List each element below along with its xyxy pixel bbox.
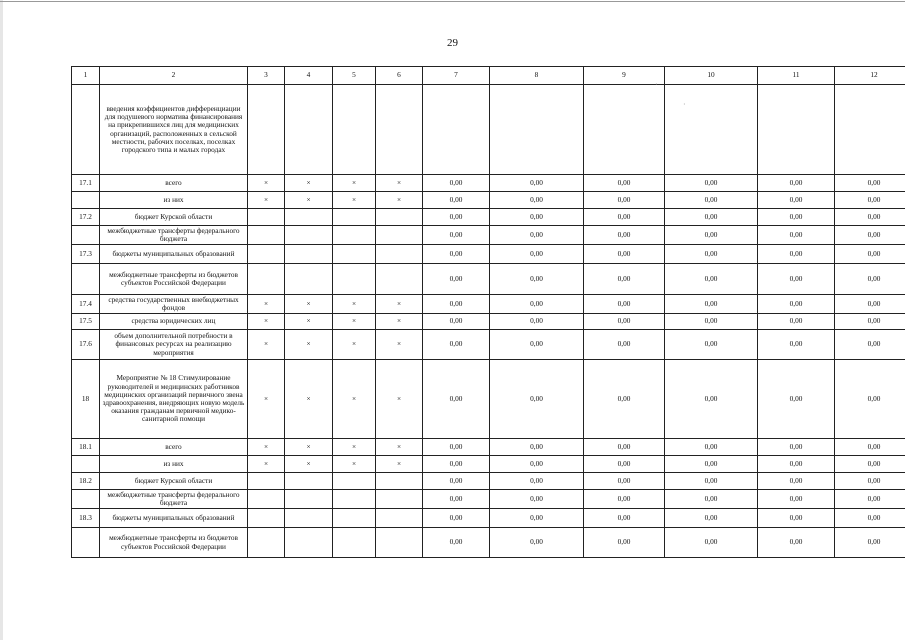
cell-col-6 — [376, 209, 423, 226]
cell-col-6: × — [376, 192, 423, 209]
cell-col-6: × — [376, 295, 423, 314]
table-row — [72, 245, 905, 264]
cell-col-4: × — [285, 295, 333, 314]
cell-col-11: 0,00 — [758, 264, 835, 295]
cell-col-9: 0,00 — [584, 295, 665, 314]
cell-col-5: × — [333, 330, 376, 360]
cell-col-3 — [248, 245, 285, 264]
cell-col-10 — [665, 85, 758, 175]
column-header-10: 10 — [665, 67, 758, 85]
cell-col-3: × — [248, 175, 285, 192]
column-header-6: 6 — [376, 67, 423, 85]
cell-col-5 — [333, 226, 376, 245]
column-header-3: 3 — [248, 67, 285, 85]
row-label: бюджеты муниципальных образований — [100, 509, 248, 528]
scan-top-edge — [0, 1, 905, 2]
table-row — [72, 509, 905, 528]
cell-col-11: 0,00 — [758, 528, 835, 558]
cell-col-10: 0,00 — [665, 360, 758, 439]
column-header-1: 1 — [72, 67, 100, 85]
table-row — [72, 456, 905, 473]
cell-col-5 — [333, 490, 376, 509]
cell-col-9: 0,00 — [584, 175, 665, 192]
cell-col-4: × — [285, 175, 333, 192]
cell-col-10: 0,00 — [665, 226, 758, 245]
cell-col-12: 0,00 — [835, 314, 905, 330]
cell-col-7: 0,00 — [423, 456, 490, 473]
cell-col-4 — [285, 490, 333, 509]
cell-col-3 — [248, 509, 285, 528]
cell-col-7: 0,00 — [423, 295, 490, 314]
cell-col-10: 0,00 — [665, 490, 758, 509]
cell-col-10: 0,00 — [665, 314, 758, 330]
row-number — [72, 226, 100, 245]
cell-col-7: 0,00 — [423, 528, 490, 558]
cell-col-10: 0,00 — [665, 245, 758, 264]
table-row — [72, 439, 905, 456]
cell-col-4 — [285, 209, 333, 226]
column-header-2: 2 — [100, 67, 248, 85]
cell-col-8: 0,00 — [490, 192, 584, 209]
row-number: 17.5 — [72, 314, 100, 330]
cell-col-5 — [333, 264, 376, 295]
cell-col-7: 0,00 — [423, 439, 490, 456]
cell-col-4: × — [285, 456, 333, 473]
cell-col-3: × — [248, 314, 285, 330]
cell-col-9: 0,00 — [584, 245, 665, 264]
column-header-7: 7 — [423, 67, 490, 85]
cell-col-11: 0,00 — [758, 175, 835, 192]
cell-col-12: 0,00 — [835, 439, 905, 456]
cell-col-12: 0,00 — [835, 264, 905, 295]
cell-col-6 — [376, 264, 423, 295]
cell-col-11: 0,00 — [758, 226, 835, 245]
cell-col-10: 0,00 — [665, 192, 758, 209]
row-number — [72, 264, 100, 295]
row-number: 17.2 — [72, 209, 100, 226]
column-header-9: 9 — [584, 67, 665, 85]
cell-col-8: 0,00 — [490, 490, 584, 509]
cell-col-5: × — [333, 175, 376, 192]
cell-col-9: 0,00 — [584, 528, 665, 558]
cell-col-10: 0,00 — [665, 439, 758, 456]
cell-col-3: × — [248, 330, 285, 360]
cell-col-11 — [758, 85, 835, 175]
table-row — [72, 264, 905, 295]
column-header-4: 4 — [285, 67, 333, 85]
cell-col-6: × — [376, 360, 423, 439]
table-row — [72, 490, 905, 509]
cell-col-10: 0,00 — [665, 473, 758, 490]
cell-col-7: 0,00 — [423, 226, 490, 245]
cell-col-10: 0,00 — [665, 295, 758, 314]
cell-col-6: × — [376, 456, 423, 473]
table-row — [72, 209, 905, 226]
cell-col-12: 0,00 — [835, 473, 905, 490]
row-label: межбюджетные трансферты из бюджетов субъектов Российской Федерации — [100, 264, 248, 295]
cell-col-12: 0,00 — [835, 360, 905, 439]
row-label: введения коэффициентов дифференциации для подушевого норматива финансирования на прикрепившихся лиц для медицинских организаций, расположенных в сельской местности, рабочих поселках, поселках городского типа и малых городах — [100, 85, 248, 175]
cell-col-12 — [835, 85, 905, 175]
cell-col-6: × — [376, 175, 423, 192]
cell-col-7: 0,00 — [423, 473, 490, 490]
column-header-5: 5 — [333, 67, 376, 85]
cell-col-11: 0,00 — [758, 473, 835, 490]
table-row — [72, 473, 905, 490]
cell-col-8 — [490, 85, 584, 175]
row-label: объем дополнительной потребности в финансовых ресурсах на реализацию мероприятия — [100, 330, 248, 360]
cell-col-4 — [285, 473, 333, 490]
cell-col-11: 0,00 — [758, 314, 835, 330]
cell-col-6 — [376, 490, 423, 509]
cell-col-10: 0,00 — [665, 528, 758, 558]
scan-speck: · — [683, 100, 686, 109]
cell-col-7: 0,00 — [423, 314, 490, 330]
cell-col-3 — [248, 85, 285, 175]
cell-col-6 — [376, 528, 423, 558]
cell-col-9: 0,00 — [584, 209, 665, 226]
cell-col-3: × — [248, 456, 285, 473]
cell-col-7: 0,00 — [423, 509, 490, 528]
cell-col-5 — [333, 473, 376, 490]
table-body — [72, 85, 905, 558]
row-label: средства юридических лиц — [100, 314, 248, 330]
cell-col-6 — [376, 509, 423, 528]
cell-col-10: 0,00 — [665, 509, 758, 528]
cell-col-6: × — [376, 439, 423, 456]
cell-col-9: 0,00 — [584, 456, 665, 473]
cell-col-12: 0,00 — [835, 509, 905, 528]
cell-col-4 — [285, 245, 333, 264]
cell-col-11: 0,00 — [758, 192, 835, 209]
table-row — [72, 85, 905, 175]
cell-col-5: × — [333, 314, 376, 330]
row-label: бюджеты муниципальных образований — [100, 245, 248, 264]
cell-col-6: × — [376, 330, 423, 360]
row-number — [72, 528, 100, 558]
row-number: 18 — [72, 360, 100, 439]
table-row — [72, 360, 905, 439]
table-row — [72, 226, 905, 245]
header-row — [72, 67, 905, 85]
cell-col-12: 0,00 — [835, 295, 905, 314]
row-label: всего — [100, 439, 248, 456]
cell-col-12: 0,00 — [835, 456, 905, 473]
cell-col-6 — [376, 85, 423, 175]
cell-col-10: 0,00 — [665, 456, 758, 473]
cell-col-9: 0,00 — [584, 509, 665, 528]
cell-col-11: 0,00 — [758, 209, 835, 226]
data-table — [71, 66, 905, 558]
cell-col-10: 0,00 — [665, 330, 758, 360]
cell-col-5 — [333, 209, 376, 226]
cell-col-4 — [285, 226, 333, 245]
cell-col-8: 0,00 — [490, 456, 584, 473]
cell-col-10: 0,00 — [665, 264, 758, 295]
cell-col-11: 0,00 — [758, 490, 835, 509]
cell-col-12: 0,00 — [835, 330, 905, 360]
cell-col-9: 0,00 — [584, 490, 665, 509]
cell-col-12: 0,00 — [835, 175, 905, 192]
cell-col-12: 0,00 — [835, 490, 905, 509]
cell-col-4: × — [285, 360, 333, 439]
column-header-8: 8 — [490, 67, 584, 85]
cell-col-11: 0,00 — [758, 509, 835, 528]
cell-col-4: × — [285, 439, 333, 456]
cell-col-9: 0,00 — [584, 192, 665, 209]
cell-col-5: × — [333, 192, 376, 209]
cell-col-11: 0,00 — [758, 360, 835, 439]
cell-col-3: × — [248, 295, 285, 314]
cell-col-4: × — [285, 192, 333, 209]
cell-col-11: 0,00 — [758, 330, 835, 360]
table-row — [72, 314, 905, 330]
row-number — [72, 192, 100, 209]
cell-col-7: 0,00 — [423, 245, 490, 264]
cell-col-9: 0,00 — [584, 439, 665, 456]
cell-col-7: 0,00 — [423, 360, 490, 439]
cell-col-8: 0,00 — [490, 264, 584, 295]
scan-edge-shadow — [0, 0, 3, 640]
row-label: бюджет Курской области — [100, 209, 248, 226]
cell-col-9: 0,00 — [584, 264, 665, 295]
row-label: средства государственных внебюджетных фондов — [100, 295, 248, 314]
table-row — [72, 528, 905, 558]
cell-col-4 — [285, 264, 333, 295]
cell-col-4: × — [285, 314, 333, 330]
row-number — [72, 85, 100, 175]
cell-col-3: × — [248, 360, 285, 439]
cell-col-12: 0,00 — [835, 528, 905, 558]
cell-col-8: 0,00 — [490, 528, 584, 558]
cell-col-6 — [376, 226, 423, 245]
table-row — [72, 330, 905, 360]
cell-col-10: 0,00 — [665, 175, 758, 192]
column-header-12: 12 — [835, 67, 905, 85]
cell-col-6: × — [376, 314, 423, 330]
cell-col-12: 0,00 — [835, 192, 905, 209]
cell-col-11: 0,00 — [758, 439, 835, 456]
cell-col-3: × — [248, 439, 285, 456]
row-number: 17.6 — [72, 330, 100, 360]
page-number: 29 — [447, 37, 458, 49]
cell-col-4: × — [285, 330, 333, 360]
cell-col-5 — [333, 509, 376, 528]
cell-col-7: 0,00 — [423, 175, 490, 192]
table-row — [72, 192, 905, 209]
cell-col-4 — [285, 528, 333, 558]
row-label: межбюджетные трансферты из бюджетов субъектов Российской Федерации — [100, 528, 248, 558]
cell-col-5: × — [333, 295, 376, 314]
cell-col-7: 0,00 — [423, 330, 490, 360]
cell-col-3 — [248, 226, 285, 245]
cell-col-4 — [285, 85, 333, 175]
cell-col-4 — [285, 509, 333, 528]
cell-col-3 — [248, 209, 285, 226]
row-number: 17.1 — [72, 175, 100, 192]
cell-col-7: 0,00 — [423, 192, 490, 209]
cell-col-11: 0,00 — [758, 245, 835, 264]
cell-col-3: × — [248, 192, 285, 209]
cell-col-5: × — [333, 360, 376, 439]
cell-col-7: 0,00 — [423, 209, 490, 226]
cell-col-5 — [333, 85, 376, 175]
row-number — [72, 456, 100, 473]
cell-col-8: 0,00 — [490, 360, 584, 439]
cell-col-3 — [248, 264, 285, 295]
cell-col-8: 0,00 — [490, 226, 584, 245]
cell-col-6 — [376, 473, 423, 490]
row-number: 17.3 — [72, 245, 100, 264]
cell-col-8: 0,00 — [490, 295, 584, 314]
row-number: 18.2 — [72, 473, 100, 490]
cell-col-8: 0,00 — [490, 245, 584, 264]
row-label: Мероприятие № 18 Стимулирование руководителей и медицинских работников медицинских организаций первичного звена здравоохранения, внедряющих новую модель оказания гражданам первичной медико-санитарной помощи — [100, 360, 248, 439]
table-row — [72, 295, 905, 314]
cell-col-9: 0,00 — [584, 226, 665, 245]
row-label: из них — [100, 192, 248, 209]
row-number — [72, 490, 100, 509]
column-header-11: 11 — [758, 67, 835, 85]
cell-col-8: 0,00 — [490, 473, 584, 490]
cell-col-9: 0,00 — [584, 473, 665, 490]
cell-col-7: 0,00 — [423, 490, 490, 509]
cell-col-5 — [333, 245, 376, 264]
cell-col-12: 0,00 — [835, 226, 905, 245]
cell-col-8: 0,00 — [490, 330, 584, 360]
table-row — [72, 175, 905, 192]
cell-col-6 — [376, 245, 423, 264]
scan-speck: · — [655, 80, 658, 89]
cell-col-5: × — [333, 439, 376, 456]
row-number: 18.3 — [72, 509, 100, 528]
cell-col-8: 0,00 — [490, 314, 584, 330]
row-label: межбюджетные трансферты федерального бюджета — [100, 490, 248, 509]
cell-col-8: 0,00 — [490, 175, 584, 192]
cell-col-5 — [333, 528, 376, 558]
row-label: всего — [100, 175, 248, 192]
cell-col-11: 0,00 — [758, 295, 835, 314]
cell-col-7 — [423, 85, 490, 175]
cell-col-8: 0,00 — [490, 209, 584, 226]
cell-col-3 — [248, 490, 285, 509]
row-label: межбюджетные трансферты федерального бюджета — [100, 226, 248, 245]
row-number: 17.4 — [72, 295, 100, 314]
cell-col-8: 0,00 — [490, 439, 584, 456]
row-number: 18.1 — [72, 439, 100, 456]
cell-col-12: 0,00 — [835, 209, 905, 226]
cell-col-9 — [584, 85, 665, 175]
cell-col-8: 0,00 — [490, 509, 584, 528]
cell-col-9: 0,00 — [584, 360, 665, 439]
row-label: бюджет Курской области — [100, 473, 248, 490]
cell-col-10: 0,00 — [665, 209, 758, 226]
cell-col-3 — [248, 528, 285, 558]
cell-col-9: 0,00 — [584, 314, 665, 330]
cell-col-12: 0,00 — [835, 245, 905, 264]
cell-col-3 — [248, 473, 285, 490]
cell-col-7: 0,00 — [423, 264, 490, 295]
row-label: из них — [100, 456, 248, 473]
cell-col-5: × — [333, 456, 376, 473]
cell-col-11: 0,00 — [758, 456, 835, 473]
cell-col-9: 0,00 — [584, 330, 665, 360]
